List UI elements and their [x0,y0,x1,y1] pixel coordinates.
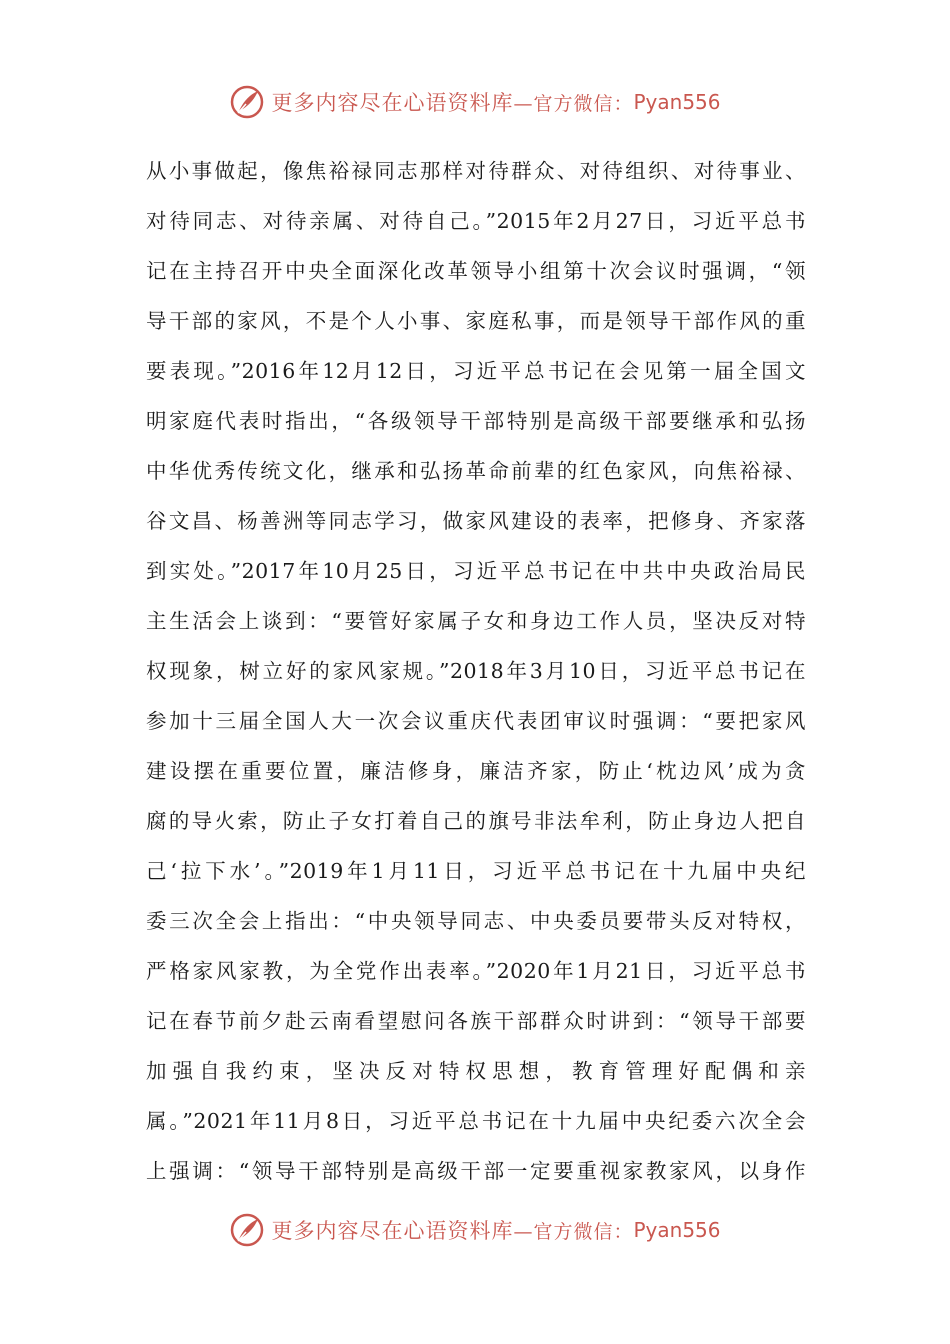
watermark-wechat-id: Pyan556 [633,1218,721,1242]
text-line: 权现象，树立好的家风家规。”2018年3月10日，习近平总书记在 [146,659,806,683]
text-line: 对待同志、对待亲属、对待自己。”2015年2月27日，习近平总书 [146,209,806,233]
text-line: 明家庭代表时指出，“各级领导干部特别是高级干部要继承和弘扬 [146,409,806,433]
text-line: 参加十三届全国人大一次会议重庆代表团审议时强调：“要把家风 [146,709,806,733]
text-line: 记在主持召开中央全面深化改革领导小组第十次会议时强调，“领 [146,259,806,283]
text-line: 委三次全会上指出：“中央领导同志、中央委员要带头反对特权， [146,909,806,933]
feather-pen-logo-icon [229,84,265,120]
text-line: 建设摆在重要位置，廉洁修身，廉洁齐家，防止‘枕边风’成为贪 [146,759,806,783]
text-line: 从小事做起，像焦裕禄同志那样对待群众、对待组织、对待事业、 [146,159,806,183]
text-line: 谷文昌、杨善洲等同志学习，做家风建设的表率，把修身、齐家落 [146,509,806,533]
text-line: 属。”2021年11月8日，习近平总书记在十九届中央纪委六次全会 [146,1109,806,1133]
watermark-main-text: 更多内容尽在心语资料库 [271,91,514,115]
text-line: 导干部的家风，不是个人小事、家庭私事，而是领导干部作风的重 [146,309,806,333]
text-line: 己‘拉下水’。”2019年1月11日，习近平总书记在十九届中央纪 [146,859,806,883]
body-text [146,146,806,1196]
text-line: 记在春节前夕赴云南看望慰问各族干部群众时讲到：“领导干部要 [146,1009,806,1033]
text-line: 腐的导火索，防止子女打着自己的旗号非法牟利，防止身边人把自 [146,809,806,833]
watermark-sub-text: —官方微信： [513,92,634,115]
text-line: 严格家风家教，为全党作出表率。”2020年1月21日，习近平总书 [146,959,806,983]
header-watermark [0,80,950,124]
text-line: 加强自我约束，坚决反对特权思想，教育管理好配偶和亲 [146,1059,806,1083]
text-line: 主生活会上谈到：“要管好家属子女和身边工作人员，坚决反对特 [146,609,806,633]
footer-watermark [0,1208,950,1252]
watermark-main-text: 更多内容尽在心语资料库 [271,1219,514,1243]
watermark-sub-text: —官方微信： [513,1220,634,1243]
watermark-wechat-id: Pyan556 [633,90,721,114]
text-line: 上强调：“领导干部特别是高级干部一定要重视家教家风，以身作 [146,1159,806,1183]
text-line: 中华优秀传统文化，继承和弘扬革命前辈的红色家风，向焦裕禄、 [146,459,806,483]
text-line: 到实处。”2017年10月25日，习近平总书记在中共中央政治局民 [146,559,806,583]
text-line: 要表现。”2016年12月12日，习近平总书记在会见第一届全国文 [146,359,806,383]
feather-pen-logo-icon [229,1212,265,1248]
